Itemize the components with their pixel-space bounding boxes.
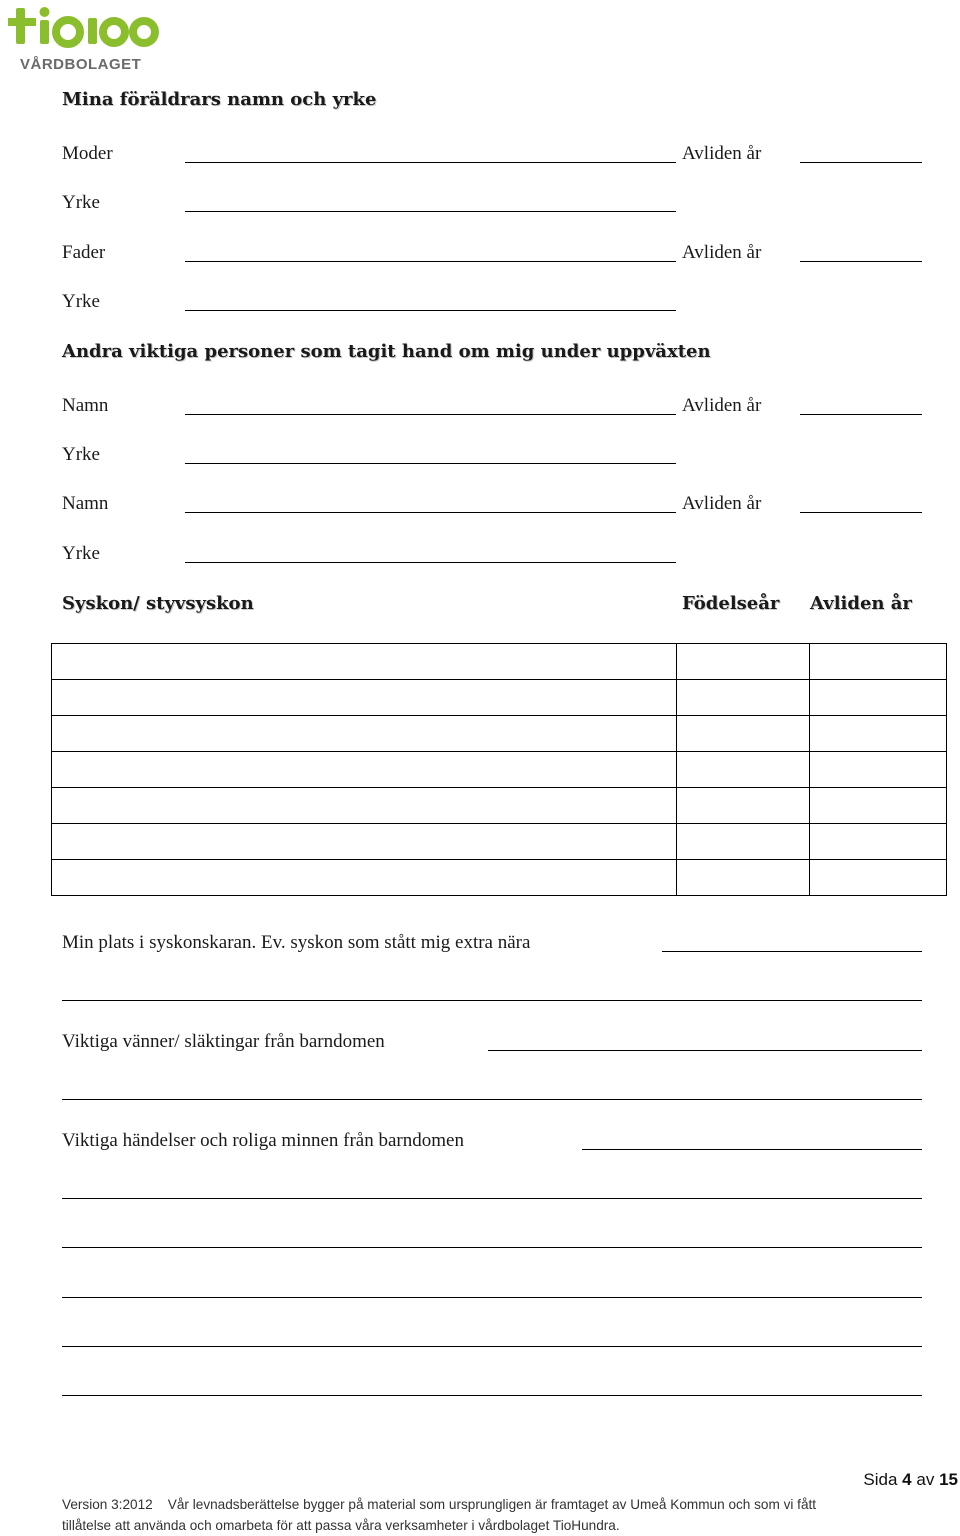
- events-line[interactable]: [582, 1149, 922, 1150]
- caregiver2-occupation-label: Yrke: [62, 543, 100, 564]
- table-row: [52, 716, 947, 752]
- sibling-name-cell[interactable]: [52, 824, 677, 860]
- siblings-section-title: Syskon/ styvsyskon: [62, 593, 254, 614]
- caregiver2-name-line[interactable]: [185, 512, 676, 513]
- siblings-birth-year-header: Födelseår: [682, 593, 780, 614]
- parents-section-title: Mina föräldrars namn och yrke: [62, 89, 377, 110]
- sibling-name-cell[interactable]: [52, 752, 677, 788]
- father-label: Fader: [62, 242, 106, 263]
- caregiver2-deceased-line[interactable]: [800, 512, 922, 513]
- page-number: [863, 1470, 958, 1490]
- sibling-deceased-cell[interactable]: [810, 680, 947, 716]
- caregiver1-deceased-label: Avliden år: [682, 395, 762, 416]
- friends-line[interactable]: [488, 1050, 922, 1051]
- sibling-deceased-cell[interactable]: [810, 644, 947, 680]
- sibling-deceased-cell[interactable]: [810, 788, 947, 824]
- mother-deceased-line[interactable]: [800, 162, 922, 163]
- caregiver1-occupation-label: Yrke: [62, 444, 100, 465]
- sibling-deceased-cell[interactable]: [810, 716, 947, 752]
- events-line-5[interactable]: [62, 1346, 922, 1347]
- caregiver1-name-line[interactable]: [185, 414, 676, 415]
- events-line-6[interactable]: [62, 1395, 922, 1396]
- table-row: [52, 824, 947, 860]
- friends-line-2[interactable]: [62, 1099, 922, 1100]
- footer-line-1: Version 3:2012 Vår levnadsberättelse bygger på material som ursprungligen är framtaget av Umeå Kommun och som vi fått: [62, 1497, 817, 1512]
- sibling-name-cell[interactable]: [52, 716, 677, 752]
- sibling-birth-cell[interactable]: [677, 824, 810, 860]
- caregiver1-name-label: Namn: [62, 395, 109, 416]
- sibling-place-line-2[interactable]: [62, 1000, 922, 1001]
- table-row: [52, 644, 947, 680]
- tio100-logo-mark: [4, 4, 164, 54]
- table-row: [52, 788, 947, 824]
- sibling-name-cell[interactable]: [52, 860, 677, 896]
- siblings-table: [51, 643, 947, 896]
- sibling-birth-cell[interactable]: [677, 644, 810, 680]
- sibling-deceased-cell[interactable]: [810, 860, 947, 896]
- father-occupation-label: Yrke: [62, 291, 100, 312]
- sibling-name-cell[interactable]: [52, 644, 677, 680]
- sibling-place-line[interactable]: [662, 951, 922, 952]
- table-row: [52, 860, 947, 896]
- table-row: [52, 680, 947, 716]
- siblings-deceased-header: Avliden år: [810, 593, 912, 614]
- father-deceased-label: Avliden år: [682, 242, 762, 263]
- page-prefix: Sida: [863, 1470, 898, 1489]
- sibling-birth-cell[interactable]: [677, 788, 810, 824]
- mother-occupation-label: Yrke: [62, 192, 100, 213]
- sibling-birth-cell[interactable]: [677, 860, 810, 896]
- footer-note: [62, 1494, 942, 1536]
- sibling-birth-cell[interactable]: [677, 680, 810, 716]
- mother-occupation-line[interactable]: [185, 211, 676, 212]
- father-deceased-line[interactable]: [800, 261, 922, 262]
- friends-prompt: Viktiga vänner/ släktingar från barndomen: [62, 1031, 385, 1052]
- caregiver2-occupation-line[interactable]: [185, 562, 676, 563]
- mother-label: Moder: [62, 143, 113, 164]
- caregiver1-deceased-line[interactable]: [800, 414, 922, 415]
- sibling-name-cell[interactable]: [52, 788, 677, 824]
- father-occupation-line[interactable]: [185, 310, 676, 311]
- logo-subtitle: VÅRDBOLAGET: [20, 56, 142, 73]
- page-total: 15: [939, 1470, 958, 1489]
- caregivers-section-title: Andra viktiga personer som tagit hand om mig under uppväxten: [62, 341, 711, 362]
- sibling-deceased-cell[interactable]: [810, 824, 947, 860]
- events-line-4[interactable]: [62, 1297, 922, 1298]
- page-current: 4: [902, 1470, 912, 1489]
- mother-deceased-label: Avliden år: [682, 143, 762, 164]
- caregiver2-name-label: Namn: [62, 493, 109, 514]
- sibling-place-prompt: Min plats i syskonskaran. Ev. syskon som stått mig extra nära: [62, 932, 531, 953]
- sibling-birth-cell[interactable]: [677, 752, 810, 788]
- events-prompt: Viktiga händelser och roliga minnen från barndomen: [62, 1130, 464, 1151]
- page-separator: av: [916, 1470, 935, 1489]
- events-line-3[interactable]: [62, 1247, 922, 1248]
- footer-line-2: tillåtelse att använda och omarbeta för att passa våra verksamheter i vårdbolaget TioHundra.: [62, 1518, 620, 1533]
- sibling-name-cell[interactable]: [52, 680, 677, 716]
- father-name-line[interactable]: [185, 261, 676, 262]
- events-line-2[interactable]: [62, 1198, 922, 1199]
- table-row: [52, 752, 947, 788]
- caregiver1-occupation-line[interactable]: [185, 463, 676, 464]
- mother-name-line[interactable]: [185, 162, 676, 163]
- caregiver2-deceased-label: Avliden år: [682, 493, 762, 514]
- company-logo: [4, 4, 164, 74]
- sibling-deceased-cell[interactable]: [810, 752, 947, 788]
- sibling-birth-cell[interactable]: [677, 716, 810, 752]
